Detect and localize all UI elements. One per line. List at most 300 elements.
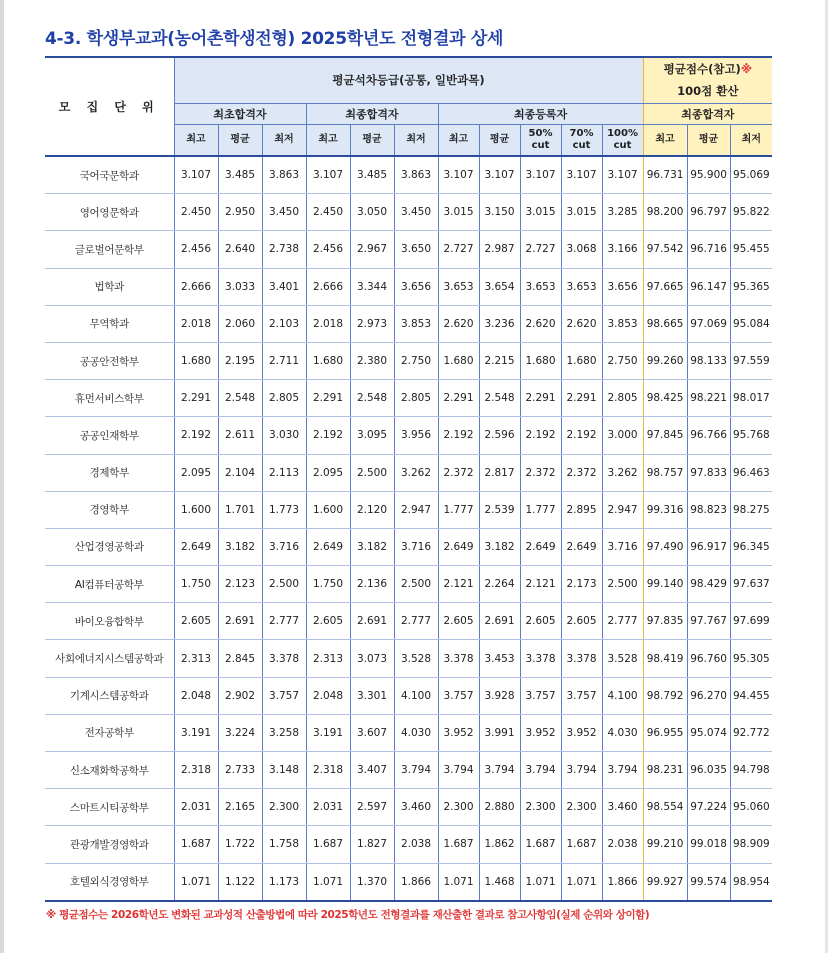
value-cell: 3.757 (262, 677, 306, 714)
value-cell: 2.372 (520, 454, 561, 491)
value-cell: 2.605 (306, 603, 350, 640)
value-cell: 2.018 (174, 305, 218, 342)
table-row (45, 380, 772, 417)
value-cell: 3.182 (350, 528, 394, 565)
value-cell: 2.605 (520, 603, 561, 640)
department-name: 법학과 (45, 268, 174, 305)
value-cell: 96.035 (687, 752, 730, 789)
value-cell: 3.716 (262, 528, 306, 565)
value-cell: 92.772 (730, 714, 772, 751)
department-name: 기계시스템공학과 (45, 677, 174, 714)
table-row (45, 826, 772, 863)
header-avg-score-label: 평균점수(참고) (663, 62, 741, 77)
value-cell: 99.316 (643, 491, 687, 528)
value-cell: 3.716 (602, 528, 643, 565)
value-cell: 96.760 (687, 640, 730, 677)
value-cell: 3.653 (520, 268, 561, 305)
col-reg-avg: 평균 (479, 124, 520, 156)
value-cell: 94.455 (730, 677, 772, 714)
value-cell: 3.450 (394, 194, 438, 231)
value-cell: 3.191 (306, 714, 350, 751)
value-cell: 3.528 (602, 640, 643, 677)
value-cell: 2.548 (350, 380, 394, 417)
value-cell: 98.231 (643, 752, 687, 789)
value-cell: 1.866 (394, 863, 438, 901)
page-title: 4-3. 학생부교과(농어촌학생전형) 2025학년도 전형결과 상세 (45, 29, 504, 49)
col-reg-70cut-pct: 70% (569, 127, 594, 139)
col-reg-100cut-pct: 100% (607, 127, 638, 139)
department-name: 공공안전학부 (45, 342, 174, 379)
value-cell: 1.680 (561, 342, 602, 379)
value-cell: 2.048 (174, 677, 218, 714)
value-cell: 2.300 (262, 789, 306, 826)
value-cell: 3.401 (262, 268, 306, 305)
value-cell: 3.344 (350, 268, 394, 305)
value-cell: 2.500 (262, 566, 306, 603)
value-cell: 1.173 (262, 863, 306, 901)
value-cell: 2.291 (306, 380, 350, 417)
value-cell: 98.909 (730, 826, 772, 863)
value-cell: 2.031 (306, 789, 350, 826)
value-cell: 1.827 (350, 826, 394, 863)
value-cell: 97.767 (687, 603, 730, 640)
value-cell: 3.952 (561, 714, 602, 751)
table-row (45, 528, 772, 565)
table-row (45, 305, 772, 342)
value-cell: 3.863 (262, 156, 306, 194)
value-cell: 3.653 (561, 268, 602, 305)
value-cell: 2.450 (306, 194, 350, 231)
value-cell: 3.378 (262, 640, 306, 677)
department-name: 글로벌어문학부 (45, 231, 174, 268)
value-cell: 96.147 (687, 268, 730, 305)
value-cell: 3.528 (394, 640, 438, 677)
col-reg-70cut-word: cut (572, 139, 591, 151)
col-final-max: 최고 (306, 124, 350, 156)
value-cell: 97.559 (730, 342, 772, 379)
col-final-min: 최저 (394, 124, 438, 156)
table-row (45, 640, 772, 677)
value-cell: 3.607 (350, 714, 394, 751)
value-cell: 2.450 (174, 194, 218, 231)
value-cell: 1.687 (438, 826, 479, 863)
table-row (45, 714, 772, 751)
value-cell: 3.757 (438, 677, 479, 714)
value-cell: 3.485 (218, 156, 262, 194)
value-cell: 95.084 (730, 305, 772, 342)
value-cell: 2.620 (520, 305, 561, 342)
value-cell: 3.794 (438, 752, 479, 789)
value-cell: 2.372 (561, 454, 602, 491)
value-cell: 3.166 (602, 231, 643, 268)
col-initial-min: 최저 (262, 124, 306, 156)
value-cell: 1.680 (520, 342, 561, 379)
value-cell: 4.030 (394, 714, 438, 751)
value-cell: 99.260 (643, 342, 687, 379)
value-cell: 3.150 (479, 194, 520, 231)
department-name: 영어영문학과 (45, 194, 174, 231)
value-cell: 1.071 (438, 863, 479, 901)
col-reg-100cut-word: cut (613, 139, 632, 151)
col-reg-70cut (561, 124, 602, 156)
value-cell: 2.691 (218, 603, 262, 640)
value-cell: 4.030 (602, 714, 643, 751)
value-cell: 2.950 (218, 194, 262, 231)
table-row (45, 863, 772, 901)
value-cell: 3.182 (218, 528, 262, 565)
value-cell: 3.015 (561, 194, 602, 231)
header-avg-score-scale: 100점 환산 (677, 84, 739, 99)
value-cell: 2.192 (561, 417, 602, 454)
table-row (45, 677, 772, 714)
value-cell: 96.345 (730, 528, 772, 565)
col-reg-max: 최고 (438, 124, 479, 156)
header-final-pass: 최종합격자 (306, 103, 438, 124)
department-name: 스마트시티공학부 (45, 789, 174, 826)
value-cell: 99.927 (643, 863, 687, 901)
value-cell: 2.727 (520, 231, 561, 268)
value-cell: 1.071 (306, 863, 350, 901)
value-cell: 2.291 (520, 380, 561, 417)
value-cell: 2.300 (520, 789, 561, 826)
table-row (45, 752, 772, 789)
col-reg-50cut-pct: 50% (528, 127, 553, 139)
header-score-final-pass: 최종합격자 (643, 103, 772, 124)
value-cell: 1.370 (350, 863, 394, 901)
value-cell: 3.654 (479, 268, 520, 305)
value-cell: 2.136 (350, 566, 394, 603)
value-cell: 97.542 (643, 231, 687, 268)
table-row (45, 231, 772, 268)
value-cell: 98.221 (687, 380, 730, 417)
value-cell: 2.649 (174, 528, 218, 565)
value-cell: 2.805 (262, 380, 306, 417)
value-cell: 2.777 (394, 603, 438, 640)
table-row (45, 454, 772, 491)
table-body (45, 156, 772, 901)
value-cell: 96.797 (687, 194, 730, 231)
value-cell: 2.620 (438, 305, 479, 342)
department-name: 국어국문학과 (45, 156, 174, 194)
value-cell: 2.967 (350, 231, 394, 268)
value-cell: 2.095 (306, 454, 350, 491)
table-row (45, 342, 772, 379)
value-cell: 98.017 (730, 380, 772, 417)
value-cell: 1.687 (306, 826, 350, 863)
table-row (45, 156, 772, 194)
value-cell: 2.597 (350, 789, 394, 826)
value-cell: 2.727 (438, 231, 479, 268)
value-cell: 2.291 (438, 380, 479, 417)
col-final-avg: 평균 (350, 124, 394, 156)
value-cell: 2.192 (306, 417, 350, 454)
value-cell: 96.917 (687, 528, 730, 565)
value-cell: 99.018 (687, 826, 730, 863)
value-cell: 2.987 (479, 231, 520, 268)
value-cell: 3.148 (262, 752, 306, 789)
value-cell: 98.425 (643, 380, 687, 417)
value-cell: 2.605 (561, 603, 602, 640)
value-cell: 95.822 (730, 194, 772, 231)
table-row (45, 268, 772, 305)
table-row (45, 491, 772, 528)
col-reg-100cut (602, 124, 643, 156)
value-cell: 3.485 (350, 156, 394, 194)
value-cell: 98.665 (643, 305, 687, 342)
department-name: 공공인재학부 (45, 417, 174, 454)
value-cell: 3.068 (561, 231, 602, 268)
value-cell: 3.000 (602, 417, 643, 454)
value-cell: 3.236 (479, 305, 520, 342)
value-cell: 3.033 (218, 268, 262, 305)
value-cell: 3.107 (602, 156, 643, 194)
value-cell: 3.956 (394, 417, 438, 454)
value-cell: 3.407 (350, 752, 394, 789)
value-cell: 2.095 (174, 454, 218, 491)
value-cell: 2.750 (394, 342, 438, 379)
value-cell: 2.539 (479, 491, 520, 528)
value-cell: 2.817 (479, 454, 520, 491)
header-avg-score-mark: ※ (740, 62, 752, 77)
value-cell: 99.210 (643, 826, 687, 863)
value-cell: 2.291 (174, 380, 218, 417)
value-cell: 4.100 (394, 677, 438, 714)
value-cell: 3.928 (479, 677, 520, 714)
value-cell: 2.192 (174, 417, 218, 454)
value-cell: 2.313 (306, 640, 350, 677)
value-cell: 3.716 (394, 528, 438, 565)
value-cell: 2.318 (174, 752, 218, 789)
value-cell: 3.378 (561, 640, 602, 677)
value-cell: 2.733 (218, 752, 262, 789)
value-cell: 2.123 (218, 566, 262, 603)
value-cell: 3.107 (174, 156, 218, 194)
value-cell: 2.902 (218, 677, 262, 714)
value-cell: 3.262 (602, 454, 643, 491)
value-cell: 1.680 (306, 342, 350, 379)
department-name: 경영학부 (45, 491, 174, 528)
value-cell: 2.845 (218, 640, 262, 677)
col-initial-avg: 평균 (218, 124, 262, 156)
value-cell: 97.699 (730, 603, 772, 640)
value-cell: 2.973 (350, 305, 394, 342)
value-cell: 94.798 (730, 752, 772, 789)
value-cell: 3.107 (479, 156, 520, 194)
value-cell: 98.275 (730, 491, 772, 528)
value-cell: 1.071 (561, 863, 602, 901)
value-cell: 3.224 (218, 714, 262, 751)
value-cell: 2.611 (218, 417, 262, 454)
value-cell: 2.313 (174, 640, 218, 677)
value-cell: 2.038 (602, 826, 643, 863)
value-cell: 1.122 (218, 863, 262, 901)
value-cell: 2.666 (174, 268, 218, 305)
department-name: 관광개발경영학과 (45, 826, 174, 863)
value-cell: 97.069 (687, 305, 730, 342)
department-name: 휴먼서비스학부 (45, 380, 174, 417)
col-score-min: 최저 (730, 124, 772, 156)
value-cell: 2.103 (262, 305, 306, 342)
value-cell: 2.113 (262, 454, 306, 491)
page-left-edge (0, 0, 4, 953)
value-cell: 98.133 (687, 342, 730, 379)
value-cell: 2.805 (602, 380, 643, 417)
value-cell: 1.071 (520, 863, 561, 901)
value-cell: 95.069 (730, 156, 772, 194)
table-row (45, 194, 772, 231)
value-cell: 3.757 (561, 677, 602, 714)
value-cell: 2.548 (479, 380, 520, 417)
value-cell: 96.270 (687, 677, 730, 714)
value-cell: 3.191 (174, 714, 218, 751)
value-cell: 3.450 (262, 194, 306, 231)
value-cell: 97.224 (687, 789, 730, 826)
department-name: AI컴퓨터공학부 (45, 566, 174, 603)
value-cell: 2.880 (479, 789, 520, 826)
value-cell: 2.165 (218, 789, 262, 826)
admission-results-table (45, 56, 772, 902)
value-cell: 96.731 (643, 156, 687, 194)
value-cell: 98.823 (687, 491, 730, 528)
col-score-avg: 평균 (687, 124, 730, 156)
value-cell: 95.060 (730, 789, 772, 826)
value-cell: 97.833 (687, 454, 730, 491)
value-cell: 2.500 (394, 566, 438, 603)
value-cell: 2.605 (438, 603, 479, 640)
value-cell: 96.766 (687, 417, 730, 454)
department-name: 신소재화학공학부 (45, 752, 174, 789)
value-cell: 2.649 (520, 528, 561, 565)
department-name: 전자공학부 (45, 714, 174, 751)
table-row (45, 789, 772, 826)
value-cell: 3.301 (350, 677, 394, 714)
footnote: ※ 평균점수는 2026학년도 변화된 교과성적 산출방법에 따라 2025학년도 전형결과를 재산출한 결과로 참고사항임(실제 순위와 상이함) (46, 909, 650, 921)
value-cell: 2.649 (306, 528, 350, 565)
value-cell: 2.048 (306, 677, 350, 714)
value-cell: 2.777 (602, 603, 643, 640)
value-cell: 3.863 (394, 156, 438, 194)
value-cell: 2.173 (561, 566, 602, 603)
value-cell: 96.463 (730, 454, 772, 491)
value-cell: 95.768 (730, 417, 772, 454)
value-cell: 2.264 (479, 566, 520, 603)
value-cell: 1.862 (479, 826, 520, 863)
value-cell: 2.456 (306, 231, 350, 268)
value-cell: 97.845 (643, 417, 687, 454)
value-cell: 2.947 (394, 491, 438, 528)
value-cell: 95.455 (730, 231, 772, 268)
value-cell: 3.107 (520, 156, 561, 194)
col-reg-50cut-word: cut (531, 139, 550, 151)
value-cell: 1.701 (218, 491, 262, 528)
col-reg-50cut (520, 124, 561, 156)
value-cell: 2.711 (262, 342, 306, 379)
value-cell: 3.853 (602, 305, 643, 342)
value-cell: 2.192 (520, 417, 561, 454)
value-cell: 2.318 (306, 752, 350, 789)
value-cell: 1.773 (262, 491, 306, 528)
col-initial-max: 최고 (174, 124, 218, 156)
value-cell: 3.794 (561, 752, 602, 789)
value-cell: 3.460 (394, 789, 438, 826)
value-cell: 96.716 (687, 231, 730, 268)
value-cell: 4.100 (602, 677, 643, 714)
value-cell: 1.750 (174, 566, 218, 603)
value-cell: 99.140 (643, 566, 687, 603)
department-name: 경제학부 (45, 454, 174, 491)
value-cell: 97.490 (643, 528, 687, 565)
value-cell: 98.954 (730, 863, 772, 901)
header-unit: 모 집 단 위 (45, 57, 174, 156)
value-cell: 95.305 (730, 640, 772, 677)
value-cell: 3.015 (520, 194, 561, 231)
value-cell: 95.074 (687, 714, 730, 751)
value-cell: 1.600 (174, 491, 218, 528)
value-cell: 2.691 (479, 603, 520, 640)
value-cell: 2.738 (262, 231, 306, 268)
value-cell: 1.687 (520, 826, 561, 863)
value-cell: 1.071 (174, 863, 218, 901)
value-cell: 2.121 (520, 566, 561, 603)
value-cell: 3.460 (602, 789, 643, 826)
value-cell: 2.640 (218, 231, 262, 268)
value-cell: 3.794 (394, 752, 438, 789)
value-cell: 2.192 (438, 417, 479, 454)
col-score-max: 최고 (643, 124, 687, 156)
header-avg-grade: 평균석차등급(공통, 일반과목) (174, 57, 643, 103)
department-name: 바이오융합학부 (45, 603, 174, 640)
value-cell: 2.380 (350, 342, 394, 379)
value-cell: 2.104 (218, 454, 262, 491)
value-cell: 3.653 (438, 268, 479, 305)
value-cell: 3.107 (306, 156, 350, 194)
value-cell: 3.182 (479, 528, 520, 565)
value-cell: 2.691 (350, 603, 394, 640)
value-cell: 2.500 (602, 566, 643, 603)
value-cell: 3.378 (438, 640, 479, 677)
value-cell: 2.548 (218, 380, 262, 417)
value-cell: 98.429 (687, 566, 730, 603)
value-cell: 2.596 (479, 417, 520, 454)
value-cell: 2.605 (174, 603, 218, 640)
value-cell: 2.620 (561, 305, 602, 342)
department-name: 무역학과 (45, 305, 174, 342)
value-cell: 1.680 (174, 342, 218, 379)
value-cell: 1.750 (306, 566, 350, 603)
value-cell: 2.121 (438, 566, 479, 603)
value-cell: 3.650 (394, 231, 438, 268)
value-cell: 3.991 (479, 714, 520, 751)
value-cell: 3.794 (520, 752, 561, 789)
value-cell: 2.805 (394, 380, 438, 417)
value-cell: 1.722 (218, 826, 262, 863)
value-cell: 3.952 (520, 714, 561, 751)
value-cell: 2.300 (561, 789, 602, 826)
value-cell: 3.262 (394, 454, 438, 491)
value-cell: 2.895 (561, 491, 602, 528)
value-cell: 2.750 (602, 342, 643, 379)
value-cell: 1.687 (174, 826, 218, 863)
value-cell: 98.419 (643, 640, 687, 677)
value-cell: 95.365 (730, 268, 772, 305)
value-cell: 98.757 (643, 454, 687, 491)
value-cell: 1.468 (479, 863, 520, 901)
value-cell: 2.649 (561, 528, 602, 565)
value-cell: 3.794 (479, 752, 520, 789)
value-cell: 2.372 (438, 454, 479, 491)
value-cell: 99.574 (687, 863, 730, 901)
value-cell: 3.794 (602, 752, 643, 789)
